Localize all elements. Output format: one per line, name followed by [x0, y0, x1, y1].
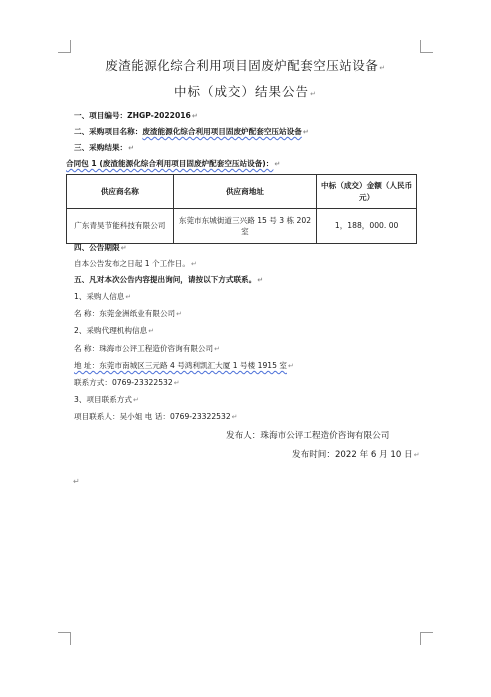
project-name-line: 二、采购项目名称：废渣能源化综合利用项目固废炉配套空压站设备↵ — [74, 127, 309, 136]
margin-corner-bottom-left — [58, 632, 71, 645]
agency-heading: 2、采购代理机构信息↵ — [74, 326, 155, 335]
project-contact-heading: 3、项目联系方式↵ — [74, 395, 139, 404]
agency-name: 名 称：珠海市公评工程造价咨询有限公司↵ — [74, 344, 220, 353]
project-contact: 项目联系人：吴小姐 电 话：0769-23322532↵ — [74, 412, 238, 421]
document-title: 废渣能源化综合利用项目固废炉配套空压站设备↵ — [105, 58, 386, 73]
table-header-row — [67, 175, 417, 209]
header-supplier-address: 供应商地址 — [173, 175, 317, 209]
publisher: 发布人：珠海市公评工程造价咨询有限公司 — [226, 431, 390, 441]
notice-period-heading: 四、公告期限↵ — [74, 243, 127, 252]
agency-address: 地 址：东莞市南城区三元路 4 号鸿利凯汇大厦 1 号楼 1915 室↵ — [74, 361, 294, 370]
cell-bid-amount: 1，188，000. 00 — [317, 209, 417, 244]
publish-time: 发布时间：2022 年 6 月 10 日↵ — [292, 450, 420, 460]
cell-supplier-name: 广东青昊节能科技有限公司 — [67, 209, 174, 244]
result-heading: 三、采购结果：↵ — [74, 143, 135, 152]
agency-contact: 联系方式：0769-23322532↵ — [74, 378, 180, 387]
header-bid-amount: 中标（成交）金额（人民币 元） — [317, 175, 417, 209]
project-number-line: 一、项目编号：ZHGP-2022016↵ — [74, 111, 198, 120]
bid-result-table — [66, 174, 417, 244]
margin-corner-top-left — [58, 40, 71, 53]
margin-corner-top-right — [420, 40, 433, 53]
package-heading: 合同包 1 (废渣能源化综合利用项目固废炉配套空压站设备)：↵ — [66, 159, 281, 168]
buyer-name: 名 称：东莞金洲纸业有限公司↵ — [74, 309, 183, 318]
contact-heading: 五、凡对本次公告内容提出询问，请按以下方式联系。↵ — [74, 275, 264, 284]
header-supplier-name: 供应商名称 — [67, 175, 174, 209]
cell-supplier-address: 东莞市东城街道三兴路 15 号 3 栋 202 室 — [173, 209, 317, 244]
buyer-heading: 1、采购人信息↵ — [74, 292, 132, 301]
margin-corner-bottom-right — [420, 632, 433, 645]
table-row — [67, 209, 417, 244]
notice-period-text: 自本公告发布之日起 1 个工作日。↵ — [74, 259, 197, 268]
document-subtitle: 中标（成交）结果公告↵ — [174, 84, 317, 99]
paragraph-mark-icon: ↵ — [73, 477, 80, 486]
